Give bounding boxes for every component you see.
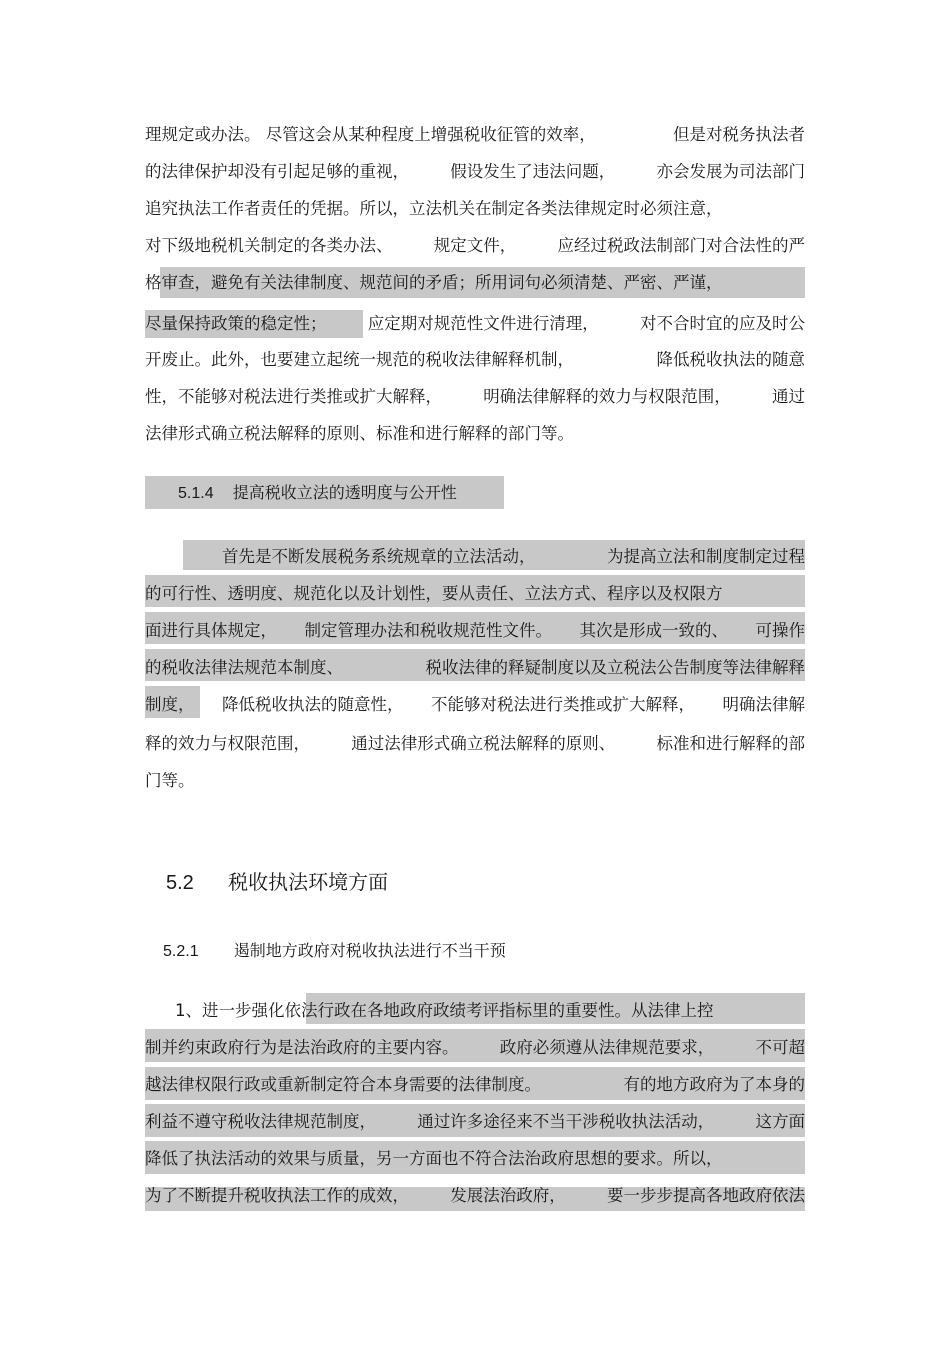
section-heading-5-1-4: 5.1.4 提高税收立法的透明度与公开性 xyxy=(178,483,457,502)
text-line: 理规定或办法。 尽管这会从某种程度上增强税收征管的效率， 但是对税务执法者 xyxy=(145,125,805,144)
text-line: 降低了执法活动的效果与质量，另一方面也不符合法治政府思想的要求。所以， xyxy=(145,1149,723,1168)
section-heading-5-2: 5.2 税收执法环境方面 xyxy=(166,870,389,894)
text-line: 越法律权限行政或重新制定符合本身需要的法律制度。 有的地方政府为了本身的 xyxy=(145,1075,805,1094)
text-line: 1、进一步强化依法行政在各地政府政绩考评指标里的重要性。从法律上控 xyxy=(175,1001,714,1020)
text-line: 门等。 xyxy=(145,771,195,790)
text-line: 的税收法律法规范本制度、 税收法律的释疑制度以及立税法公告制度等法律解释 xyxy=(145,658,805,677)
text-line: 为了不断提升税收执法工作的成效， 发展法治政府， 要一步步提高各地政府依法 xyxy=(145,1186,805,1205)
text-line: 的法律保护却没有引起足够的重视， 假设发生了违法问题， 亦会发展为司法部门 xyxy=(145,162,805,181)
text-line: 追究执法工作者责任的凭据。所以，立法机关在制定各类法律规定时必须注意， xyxy=(145,199,723,218)
text-line: 格审查，避免有关法律制度、规范间的矛盾；所用词句必须清楚、严密、严谨， xyxy=(145,273,723,292)
text-line: 对下级地税机关制定的各类办法、 规定文件， 应经过税政法制部门对合法性的严 xyxy=(145,236,805,255)
text-line: 制度， 降低税收执法的随意性， 不能够对税法进行类推或扩大解释， 明确法律解 xyxy=(145,695,805,714)
text-line: 法律形式确立税法解释的原则、标准和进行解释的部门等。 xyxy=(145,424,574,443)
text-line: 开废止。此外，也要建立起统一规范的税收法律解释机制， 降低税收执法的随意 xyxy=(145,350,805,369)
section-heading-5-2-1: 5.2.1 遏制地方政府对税收执法进行不当干预 xyxy=(163,941,506,960)
text-line: 利益不遵守税收法律规范制度， 通过许多途径来不当干涉税收执法活动， 这方面 xyxy=(145,1112,805,1131)
text-line: 制并约束政府行为是法治政府的主要内容。 政府必须遵从法律规范要求， 不可超 xyxy=(145,1038,805,1057)
text-line: 的可行性、透明度、规范化以及计划性，要从责任、立法方式、程序以及权限方 xyxy=(145,584,723,603)
text-line: 释的效力与权限范围， 通过法律形式确立税法解释的原则、 标准和进行解释的部 xyxy=(145,734,805,753)
text-line: 尽量保持政策的稳定性； 应定期对规范性文件进行清理， 对不合时宜的应及时公 xyxy=(145,314,805,333)
text-line: 面进行具体规定， 制定管理办法和税收规范性文件。 其次是形成一致的、 可操作 xyxy=(145,621,805,640)
text-line: 性，不能够对税法进行类推或扩大解释， 明确法律解释的效力与权限范围， 通过 xyxy=(145,387,805,406)
text-line: 首先是不断发展税务系统规章的立法活动， 为提高立法和制度制定过程 xyxy=(222,547,805,566)
